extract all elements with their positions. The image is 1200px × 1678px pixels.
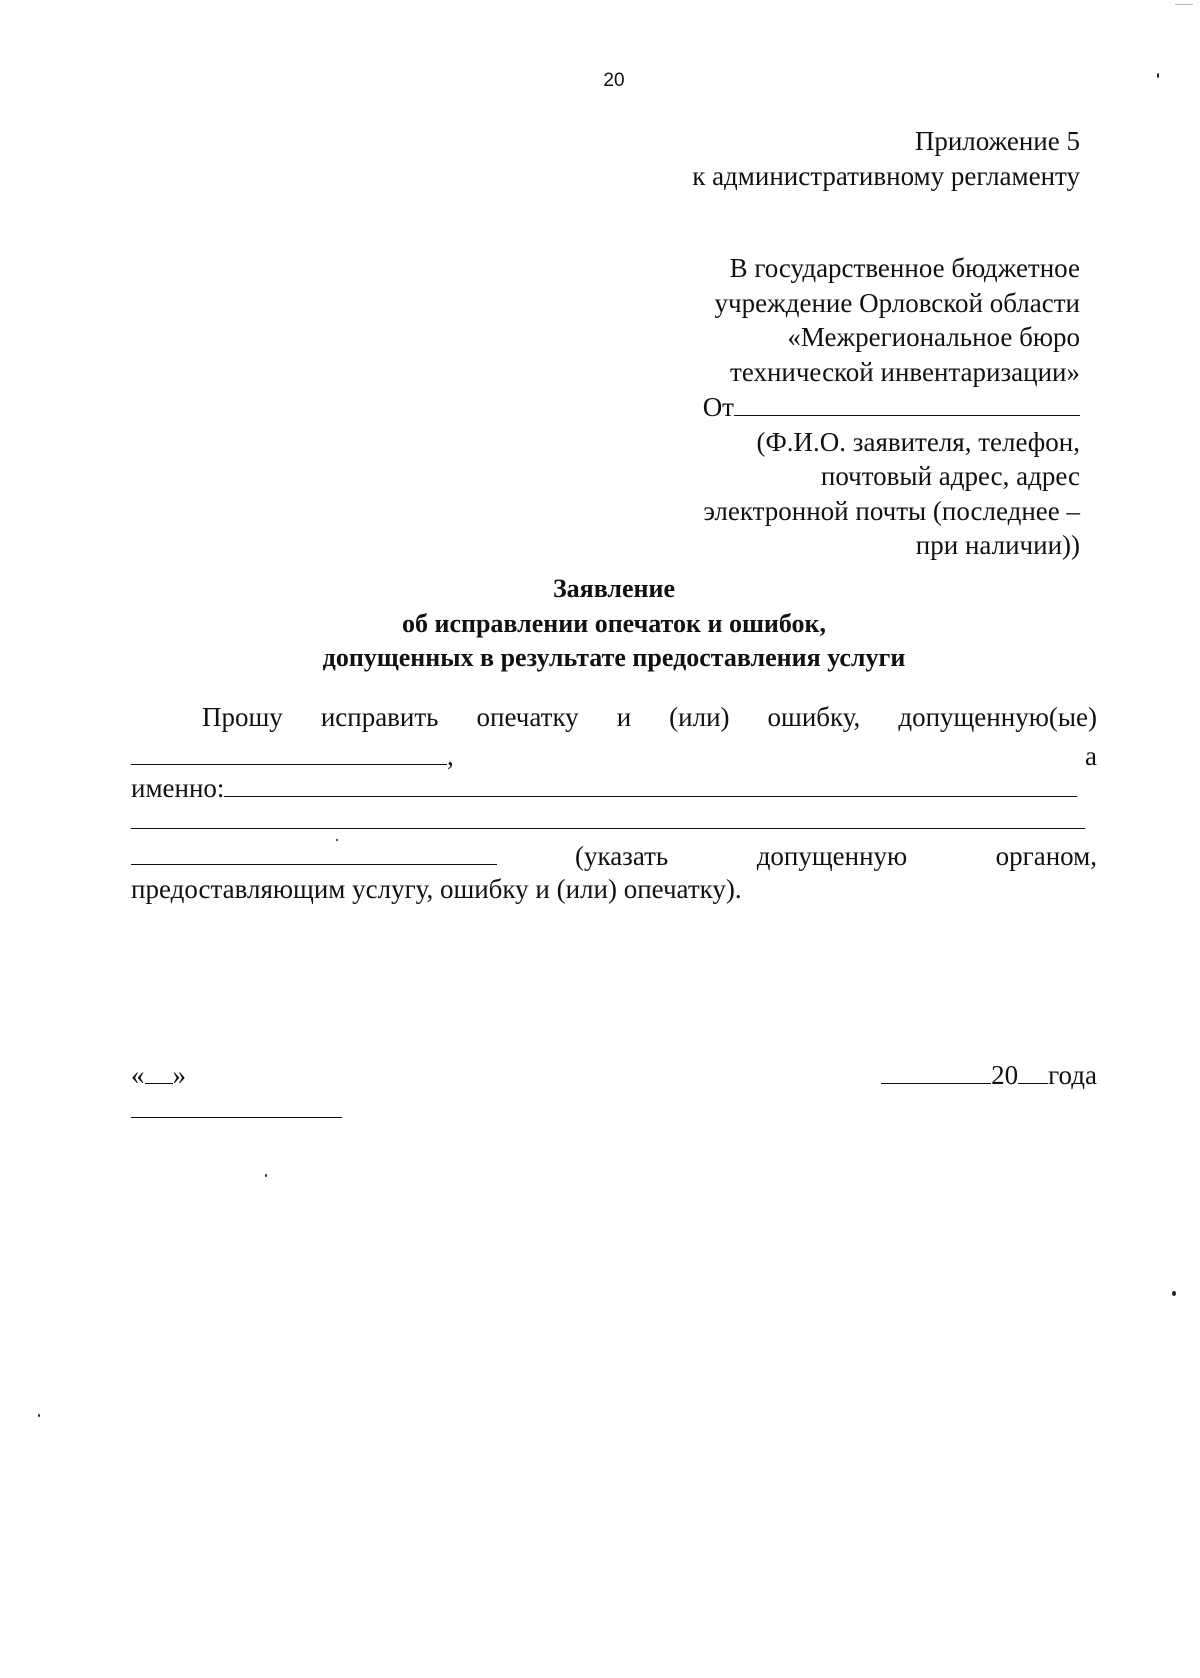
year-field (881, 1060, 1097, 1091)
day-field (131, 1060, 186, 1091)
body-word: опечатку (476, 702, 579, 732)
body-word: допущенную(ые) (898, 702, 1097, 732)
scan-speck (1172, 1291, 1176, 1296)
body-word: ошибку, (767, 702, 861, 732)
from-field (680, 389, 1080, 425)
body-word: исправить (320, 702, 439, 732)
error-blank-line[interactable] (131, 828, 1085, 829)
addressee-line-3: «Межрегиональное бюро (787, 322, 1080, 352)
title-line-3: допущенных в результате предоставления услуги (322, 643, 906, 672)
appendix-line-2: к административному регламенту (692, 161, 1080, 191)
request-line-5 (131, 838, 1097, 872)
note-word: (указать (575, 841, 669, 871)
a-word: а (1085, 741, 1097, 771)
error-blank-line-2[interactable] (131, 838, 497, 865)
request-line-3 (131, 772, 1097, 804)
from-hint-2: почтовый адрес, адрес (820, 461, 1080, 491)
addressee-line-4: технической инвентаризации» (730, 356, 1080, 387)
quote-open: « (131, 1060, 145, 1090)
page-number: 20 (603, 70, 625, 91)
note-word: допущенную (756, 841, 908, 871)
document-title (0, 572, 1200, 676)
document-blank-field (131, 740, 454, 772)
scan-speck (336, 839, 338, 841)
body-word: и (616, 702, 632, 732)
from-hint-3: электронной почты (последнее – (703, 495, 1080, 526)
comma: , (447, 741, 454, 771)
addressee-block (680, 251, 1080, 563)
year-prefix: 20 (991, 1060, 1019, 1090)
request-line-2 (131, 740, 1097, 772)
document-blank-line[interactable] (131, 740, 447, 765)
from-hint-4: при наличии)) (915, 530, 1080, 560)
namely-blank-line[interactable] (224, 772, 1077, 797)
year-suffix: года (1048, 1060, 1097, 1090)
note-word: органом, (995, 841, 1097, 871)
from-label: От (702, 392, 734, 422)
scan-speck (265, 1174, 267, 1177)
day-blank-line[interactable] (145, 1061, 173, 1084)
from-blank-line[interactable] (734, 389, 1080, 416)
addressee-line-1: В государственное бюджетное (729, 253, 1080, 283)
signature-blank-line[interactable] (131, 1117, 342, 1118)
scan-speck (1157, 73, 1159, 78)
from-hint-1: (Ф.И.О. заявителя, телефон, (756, 426, 1080, 457)
title-line-2: об исправлении опечаток и ошибок, (401, 608, 827, 638)
appendix-line-1: Приложение 5 (914, 126, 1080, 156)
addressee-line-2: учреждение Орловской области (714, 287, 1080, 318)
body-word: (или) (669, 702, 730, 732)
body-word: Прошу (202, 702, 283, 732)
note-words (575, 841, 1097, 872)
request-line-1 (131, 702, 1097, 733)
month-blank-line[interactable] (881, 1061, 991, 1084)
date-row (131, 1060, 1097, 1091)
quote-close: » (172, 1060, 186, 1090)
scan-speck (38, 1414, 40, 1417)
namely-label: именно: (131, 773, 225, 803)
request-line-6: предоставляющим услугу, ошибку и (или) опечатку). (131, 874, 742, 904)
scan-edge-mark (1175, 4, 1193, 5)
title-line-1: Заявление (552, 574, 676, 603)
year-blank-line[interactable] (1018, 1061, 1048, 1084)
appendix-heading (692, 124, 1080, 194)
